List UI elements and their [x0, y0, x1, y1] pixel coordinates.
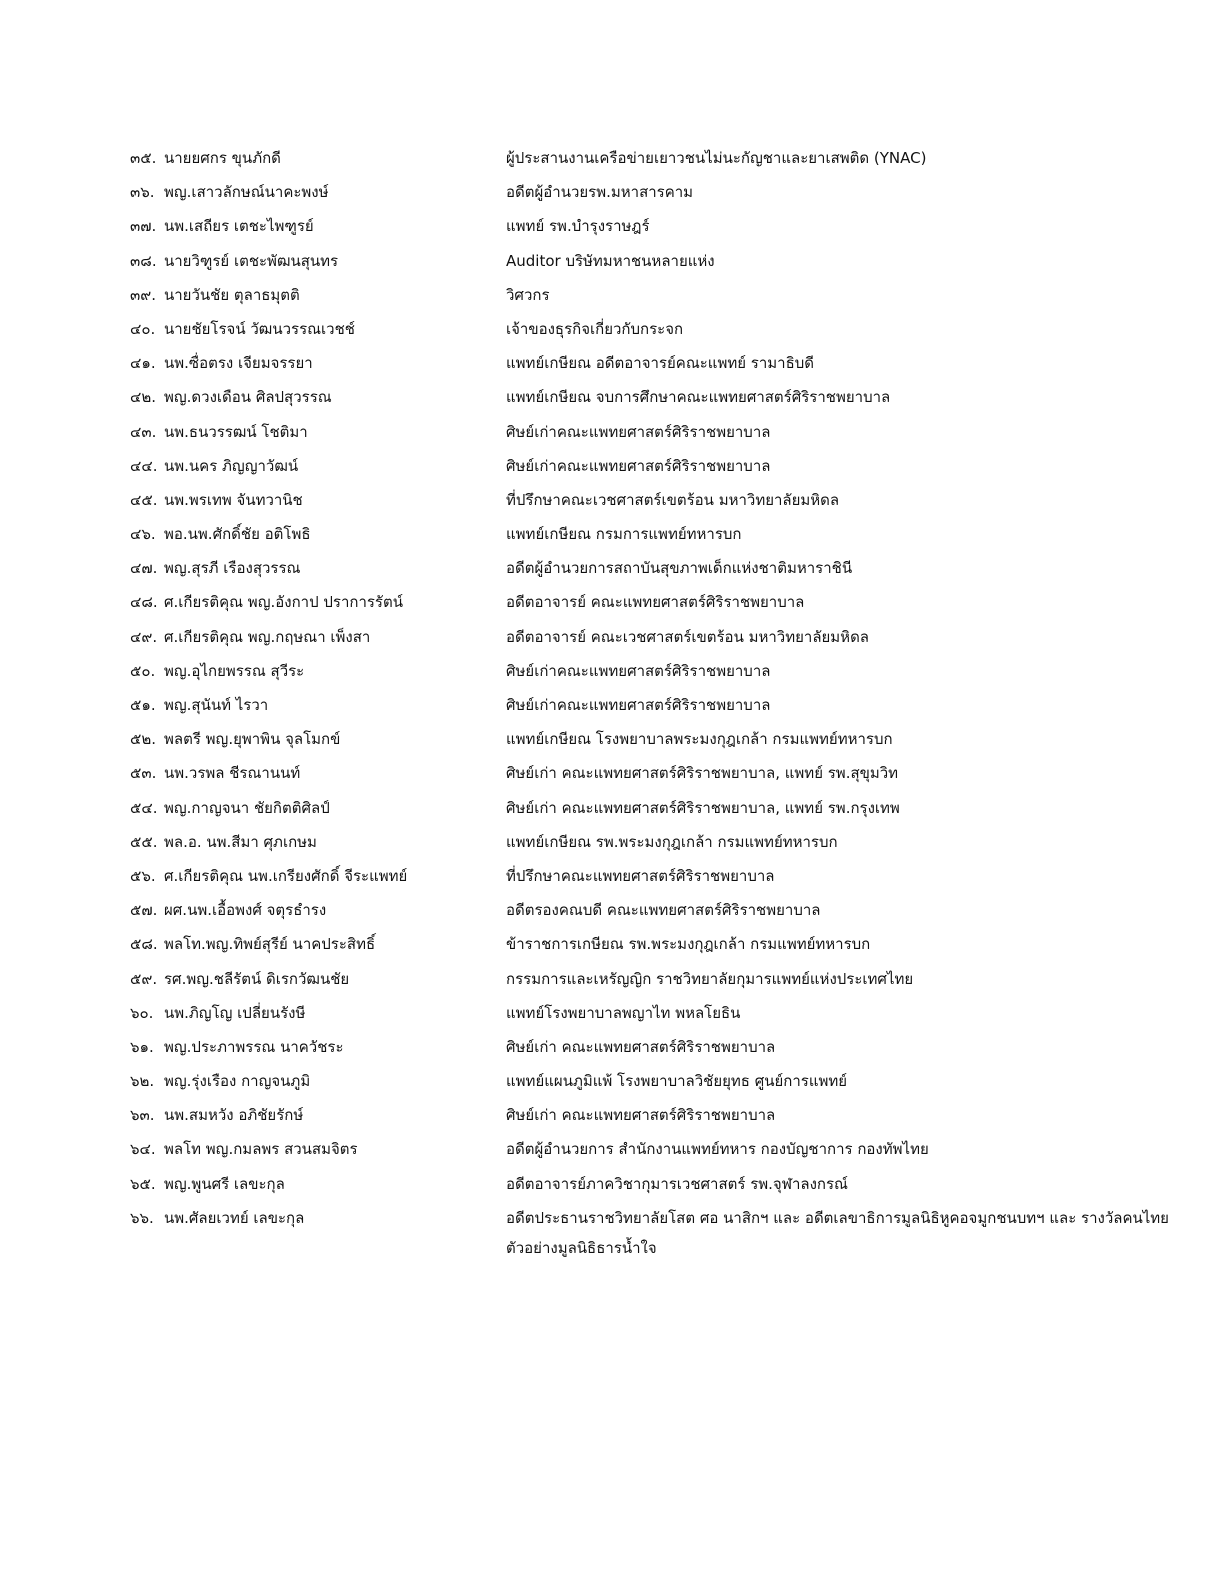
entry-number: ๓๕. [130, 149, 157, 167]
entry-description: แพทย์โรงพยาบาลพญาไท พหลโยธิน [506, 1003, 741, 1022]
entry-name: นพ.ภิญโญ เปลี่ยนรังษี [164, 1003, 306, 1022]
entry-number: ๔๒. [130, 388, 157, 407]
entry-description: แพทย์แผนภูมิแพ้ โรงพยาบาลวิชัยยุทธ ศูนย์การแพทย์ [506, 1072, 848, 1091]
entry-description: เจ้าของธุรกิจเกี่ยวกับกระจก [506, 319, 684, 338]
entry-number: ๓๙. [130, 285, 157, 304]
list-item [130, 280, 1190, 314]
entry-number: ๔๘. [130, 593, 158, 612]
entry-description: ศิษย์เก่า คณะแพทยศาสตร์ศิริราชพยาบาล [506, 1106, 776, 1125]
entry-number: ๖๔. [130, 1140, 156, 1159]
entry-name: นพ.พรเทพ จันทวานิช [164, 490, 303, 509]
list-item [130, 382, 1190, 416]
entry-number: ๕๑. [130, 696, 156, 714]
entry-description: อดีตอาจารย์ คณะเวชศาสตร์เขตร้อน มหาวิทยาลัยมหิดล [506, 627, 870, 646]
list-item [130, 211, 1190, 245]
list-item [130, 143, 1190, 177]
entry-name: นพ.ศัลยเวทย์ เลขะกุล [164, 1208, 305, 1227]
entry-name: พญ.ดวงเดือน ศิลปสุวรรณ [164, 388, 332, 407]
entry-name: นพ.ซื่อตรง เจียมจรรยา [164, 354, 313, 373]
list-item [130, 177, 1190, 211]
entry-number: ๖๖. [130, 1208, 154, 1227]
entry-number: ๖๐. [130, 1003, 154, 1022]
entry-name: นายวันชัย ตุลาธมุตติ [164, 285, 300, 304]
entry-name: พญ.อุไกยพรรณ สุวีระ [164, 661, 305, 680]
list-item [130, 758, 1190, 792]
list-item [130, 964, 1190, 998]
entry-description: ศิษย์เก่าคณะแพทยศาสตร์ศิริราชพยาบาล [506, 661, 771, 680]
entry-name: พลโท.พญ.ทิพย์สุรีย์ นาคประสิทธิ์ [164, 935, 376, 954]
entry-name: พญ.สุรภี เรืองสุวรรณ [164, 559, 301, 578]
entry-name: นายยศกร ขุนภักดี [164, 149, 281, 167]
entry-number: ๕๗. [130, 901, 158, 920]
entry-description: อดีตผู้อำนวยรพ.มหาสารคาม [506, 183, 694, 202]
entry-description: อดีตรองคณบดี คณะแพทยศาสตร์ศิริราชพยาบาล [506, 901, 821, 920]
entry-name: ศ.เกียรติคุณ พญ.กฤษณา เพ็งสา [164, 627, 371, 646]
member-list [130, 143, 1190, 1263]
entry-number: ๔๖. [130, 525, 156, 544]
entry-description: ข้าราชการเกษียณ รพ.พระมงกุฎเกล้า กรมแพทย์ทหารบก [506, 935, 871, 954]
entry-name: ศ.เกียรติคุณ นพ.เกรียงศักดิ์ จีระแพทย์ [164, 866, 408, 885]
entry-description: ผู้ประสานงานเครือข่ายเยาวชนไม่นะกัญชาและยาเสพติด (YNAC) [506, 149, 927, 167]
entry-name: ศ.เกียรติคุณ พญ.อังกาป ปราการรัตน์ [164, 593, 403, 612]
entry-number: ๔๕. [130, 490, 158, 509]
entry-description: วิศวกร [506, 285, 550, 304]
list-item [130, 553, 1190, 587]
entry-description: แพทย์เกษียณ อดีตอาจารย์คณะแพทย์ รามาธิบดี [506, 354, 814, 373]
entry-description: ศิษย์เก่าคณะแพทยศาสตร์ศิริราชพยาบาล [506, 422, 771, 441]
list-item [130, 622, 1190, 656]
entry-number: ๕๐. [130, 661, 156, 680]
entry-name: พญ.เสาวลักษณ์นาคะพงษ์ [164, 183, 329, 202]
entry-number: ๔๑. [130, 354, 156, 373]
entry-description: อดีตประธานราชวิทยาลัยโสต ศอ นาสิกฯ และ อดีตเลขาธิการมูลนิธิหูคอจมูกชนบทฯ และ รางวัลคนไทยตัวอย่างมูลนิธิธารน้ำใจ [506, 1208, 1169, 1257]
list-item [130, 1100, 1190, 1134]
entry-number: ๔๗. [130, 559, 158, 578]
list-item [130, 827, 1190, 861]
list-item [130, 485, 1190, 519]
entry-description: อดีตผู้อำนวยการ สำนักงานแพทย์ทหาร กองบัญชาการ กองทัพไทย [506, 1140, 929, 1159]
entry-number: ๔๐. [130, 319, 156, 338]
entry-name: นพ.เสถียร เตชะไพฑูรย์ [164, 217, 314, 236]
entry-number: ๕๔. [130, 798, 158, 817]
entry-name: นายชัยโรจน์ วัฒนวรรณเวชช์ [164, 319, 355, 338]
entry-description: ศิษย์เก่า คณะแพทยศาสตร์ศิริราชพยาบาล, แพทย์ รพ.สุขุมวิท [506, 764, 899, 783]
list-item [130, 451, 1190, 485]
list-item [130, 724, 1190, 758]
entry-description: ศิษย์เก่าคณะแพทยศาสตร์ศิริราชพยาบาล [506, 456, 771, 475]
list-item [130, 246, 1190, 280]
entry-description: ที่ปรึกษาคณะแพทยศาสตร์ศิริราชพยาบาล [506, 866, 775, 885]
list-item [130, 656, 1190, 690]
entry-name: พล.อ. นพ.สีมา ศุภเกษม [164, 832, 317, 851]
entry-name: นพ.วรพล ชีรณานนท์ [164, 764, 301, 783]
list-item [130, 690, 1190, 724]
entry-description: ศิษย์เก่า คณะแพทยศาสตร์ศิริราชพยาบาล [506, 1037, 776, 1056]
entry-description: กรรมการและเหรัญญิก ราชวิทยาลัยกุมารแพทย์แห่งประเทศไทย [506, 969, 914, 988]
entry-description: ศิษย์เก่าคณะแพทยศาสตร์ศิริราชพยาบาล [506, 696, 771, 714]
entry-name: พลโท พญ.กมลพร สวนสมจิตร [164, 1140, 358, 1159]
list-item [130, 895, 1190, 929]
entry-number: ๕๘. [130, 935, 158, 954]
entry-name: พลตรี พญ.ยุพาพิน จุลโมกข์ [164, 730, 341, 749]
list-item [130, 929, 1190, 963]
entry-number: ๕๙. [130, 969, 158, 988]
entry-description: แพทย์เกษียณ จบการศึกษาคณะแพทยศาสตร์ศิริราชพยาบาล [506, 388, 891, 407]
list-item [130, 793, 1190, 827]
entry-name: ผศ.นพ.เอื้อพงศ์ จตุรธำรง [164, 901, 327, 920]
entry-number: ๔๔. [130, 456, 158, 475]
entry-description: ศิษย์เก่า คณะแพทยศาสตร์ศิริราชพยาบาล, แพทย์ รพ.กรุงเทพ [506, 798, 900, 817]
entry-number: ๕๓. [130, 764, 157, 783]
entry-name: นพ.นคร ภิญญาวัฒน์ [164, 456, 299, 475]
entry-description: ที่ปรึกษาคณะเวชศาสตร์เขตร้อน มหาวิทยาลัยมหิดล [506, 490, 840, 509]
entry-name: พญ.สุนันท์ ไรวา [164, 696, 269, 714]
entry-name: นายวิฑูรย์ เตชะพัฒนสุนทร [164, 251, 339, 270]
entry-number: ๓๗. [130, 217, 157, 236]
entry-number: ๔๙. [130, 627, 158, 646]
entry-number: ๕๒. [130, 730, 157, 749]
entry-description: แพทย์เกษียณ กรมการแพทย์ทหารบก [506, 525, 742, 544]
entry-name: พอ.นพ.ศักดิ์ชัย อติโพธิ [164, 525, 311, 544]
entry-name: พญ.พูนศรี เลขะกุล [164, 1174, 285, 1193]
entry-name: นพ.สมหวัง อภิชัยรักษ์ [164, 1106, 304, 1125]
entry-description: แพทย์ รพ.บำรุงราษฎร์ [506, 217, 650, 236]
entry-description: อดีตอาจารย์ คณะแพทยศาสตร์ศิริราชพยาบาล [506, 593, 805, 612]
entry-description: แพทย์เกษียณ โรงพยาบาลพระมงกุฎเกล้า กรมแพทย์ทหารบก [506, 730, 893, 749]
list-item [130, 417, 1190, 451]
entry-description: อดีตอาจารย์ภาควิชากุมารเวชศาสตร์ รพ.จุฬาลงกรณ์ [506, 1174, 848, 1193]
entry-number: ๖๑. [130, 1037, 154, 1056]
entry-number: ๔๓. [130, 422, 157, 441]
entry-name: พญ.กาญจนา ชัยกิตติศิลป์ [164, 798, 330, 817]
list-item [130, 1203, 1190, 1263]
list-item [130, 519, 1190, 553]
entry-number: ๓๘. [130, 251, 157, 270]
entry-name: นพ.ธนวรรฒน์ โชติมา [164, 422, 308, 441]
entry-description: Auditor บริษัทมหาชนหลายแห่ง [506, 251, 715, 270]
entry-number: ๖๕. [130, 1174, 156, 1193]
list-item [130, 1032, 1190, 1066]
list-item [130, 861, 1190, 895]
list-item [130, 998, 1190, 1032]
entry-description: อดีตผู้อำนวยการสถาบันสุขภาพเด็กแห่งชาติมหาราชินี [506, 559, 853, 578]
entry-number: ๕๕. [130, 832, 158, 851]
entry-name: รศ.พญ.ชลีรัตน์ ดิเรกวัฒนชัย [164, 969, 350, 988]
entry-number: ๖๒. [130, 1072, 155, 1091]
list-item [130, 1066, 1190, 1100]
list-item [130, 314, 1190, 348]
list-item [130, 1134, 1190, 1168]
list-item [130, 587, 1190, 621]
entry-name: พญ.รุ่งเรือง กาญจนภูมิ [164, 1072, 311, 1091]
entry-description: แพทย์เกษียณ รพ.พระมงกุฎเกล้า กรมแพทย์ทหารบก [506, 832, 838, 851]
list-item [130, 1169, 1190, 1203]
entry-name: พญ.ประภาพรรณ นาควัชระ [164, 1037, 344, 1056]
list-item [130, 348, 1190, 382]
entry-number: ๖๓. [130, 1106, 155, 1125]
entry-number: ๕๖. [130, 866, 156, 885]
entry-number: ๓๖. [130, 183, 155, 202]
